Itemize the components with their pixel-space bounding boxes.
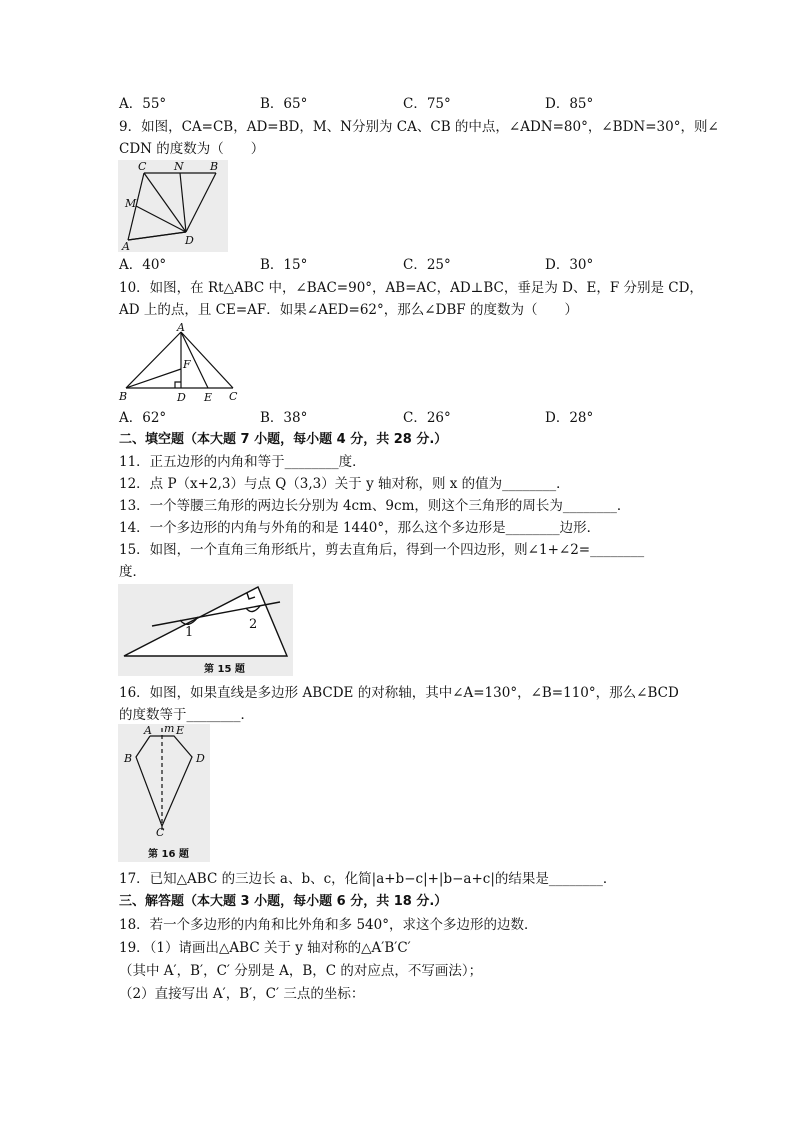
q17-text: 17．已知△ABC 的三边长 a、b、c，化简|a+b−c|+|b−a+c|的结果是________．	[119, 871, 617, 887]
q19-text-line3: （2）直接写出 A′，B′，C′ 三点的坐标：	[119, 986, 365, 1002]
q16-label-d: D	[196, 752, 205, 765]
q9-text-line2: CDN 的度数为（ ）	[119, 141, 265, 157]
q10-figure	[118, 322, 243, 404]
q19-text-line2: （其中 A′，B′，C′ 分别是 A，B，C 的对应点，不写画法）；	[119, 963, 483, 979]
q9-option-d: D．30°	[545, 257, 594, 273]
q10-text-line2: AD 上的点，且 CE=AF．如果∠AED=62°，那么∠DBF 的度数为（ ）	[119, 302, 578, 318]
q16-label-e: E	[176, 724, 185, 737]
q10-label-c: C	[229, 390, 238, 403]
q15-label-2: 2	[249, 617, 258, 632]
q10-option-d: D．28°	[545, 410, 594, 426]
q10-options	[119, 409, 719, 427]
q11-text: 11．正五边形的内角和等于________度．	[119, 454, 366, 470]
q15-text-line2: 度．	[119, 564, 146, 580]
q16-text-line2: 的度数等于________．	[119, 707, 254, 723]
q9-label-m: M	[125, 197, 137, 210]
q16-label-c: C	[156, 826, 165, 839]
q9-text-line1: 9．如图，CA=CB，AD=BD，M、N分别为 CA、CB 的中点，∠ADN=80°，∠BDN=30°，则∠	[119, 119, 719, 135]
q16-label-b: B	[124, 752, 133, 765]
q16-text-line1: 16．如图，如果直线是多边形 ABCDE 的对称轴，其中∠A=130°，∠B=110°，那么∠BCD	[119, 685, 679, 701]
q9-option-c: C．25°	[403, 257, 451, 273]
q10-label-e: E	[204, 391, 213, 404]
section-3-heading: 三、解答题（本大题 3 小题，每小题 6 分，共 18 分.）	[119, 894, 448, 909]
q9-figure	[118, 160, 228, 252]
q10-label-d: D	[177, 391, 186, 404]
q8-option-c: C．75°	[403, 96, 451, 112]
section-2-heading: 二、填空题（本大题 7 小题，每小题 4 分，共 28 分.）	[119, 432, 448, 447]
q9-label-d: D	[185, 234, 194, 247]
q8-option-d: D．85°	[545, 96, 594, 112]
q8-option-a: A．55°	[119, 96, 167, 112]
q9-label-n: N	[174, 160, 184, 173]
q19-text-line1: 19．（1）请画出△ABC 关于 y 轴对称的△A′B′C′	[119, 940, 411, 956]
q16-label-m: m	[164, 724, 175, 735]
q9-option-a: A．40°	[119, 257, 167, 273]
q8-option-b: B．65°	[260, 96, 308, 112]
q15-caption: 第 15 题	[204, 664, 245, 675]
q15-text-line1: 15．如图，一个直角三角形纸片，剪去直角后，得到一个四边形，则∠1+∠2=________	[119, 542, 645, 558]
q15-figure	[118, 584, 293, 676]
q10-label-b: B	[119, 390, 128, 403]
q12-text: 12．点 P（x+2,3）与点 Q（3,3）关于 y 轴对称，则 x 的值为________．	[119, 476, 570, 492]
q15-label-1: 1	[185, 625, 194, 640]
q10-label-f: F	[183, 358, 191, 371]
q9-label-c: C	[138, 160, 147, 173]
q10-option-c: C．26°	[403, 410, 451, 426]
q9-label-a: A	[122, 240, 130, 252]
q16-figure	[118, 724, 210, 862]
q16-caption: 第 16 题	[148, 849, 189, 860]
q8-options	[119, 95, 719, 113]
q13-text: 13．一个等腰三角形的两边长分别为 4cm、9cm，则这个三角形的周长为________．	[119, 498, 631, 514]
q16-label-a: A	[144, 724, 152, 737]
q10-text-line1: 10．如图，在 Rt△ABC 中，∠BAC=90°，AB=AC，AD⊥BC，垂足为 D、E，F 分别是 CD，	[119, 280, 703, 296]
q9-options	[119, 256, 719, 274]
q9-label-b: B	[210, 160, 219, 173]
q10-option-a: A．62°	[119, 410, 167, 426]
q10-option-b: B．38°	[260, 410, 308, 426]
q9-option-b: B．15°	[260, 257, 308, 273]
q14-text: 14．一个多边形的内角与外角的和是 1440°，那么这个多边形是________边形．	[119, 520, 601, 536]
q10-label-a: A	[177, 322, 185, 334]
q18-text: 18．若一个多边形的内角和比外角和多 540°，求这个多边形的边数．	[119, 917, 538, 933]
